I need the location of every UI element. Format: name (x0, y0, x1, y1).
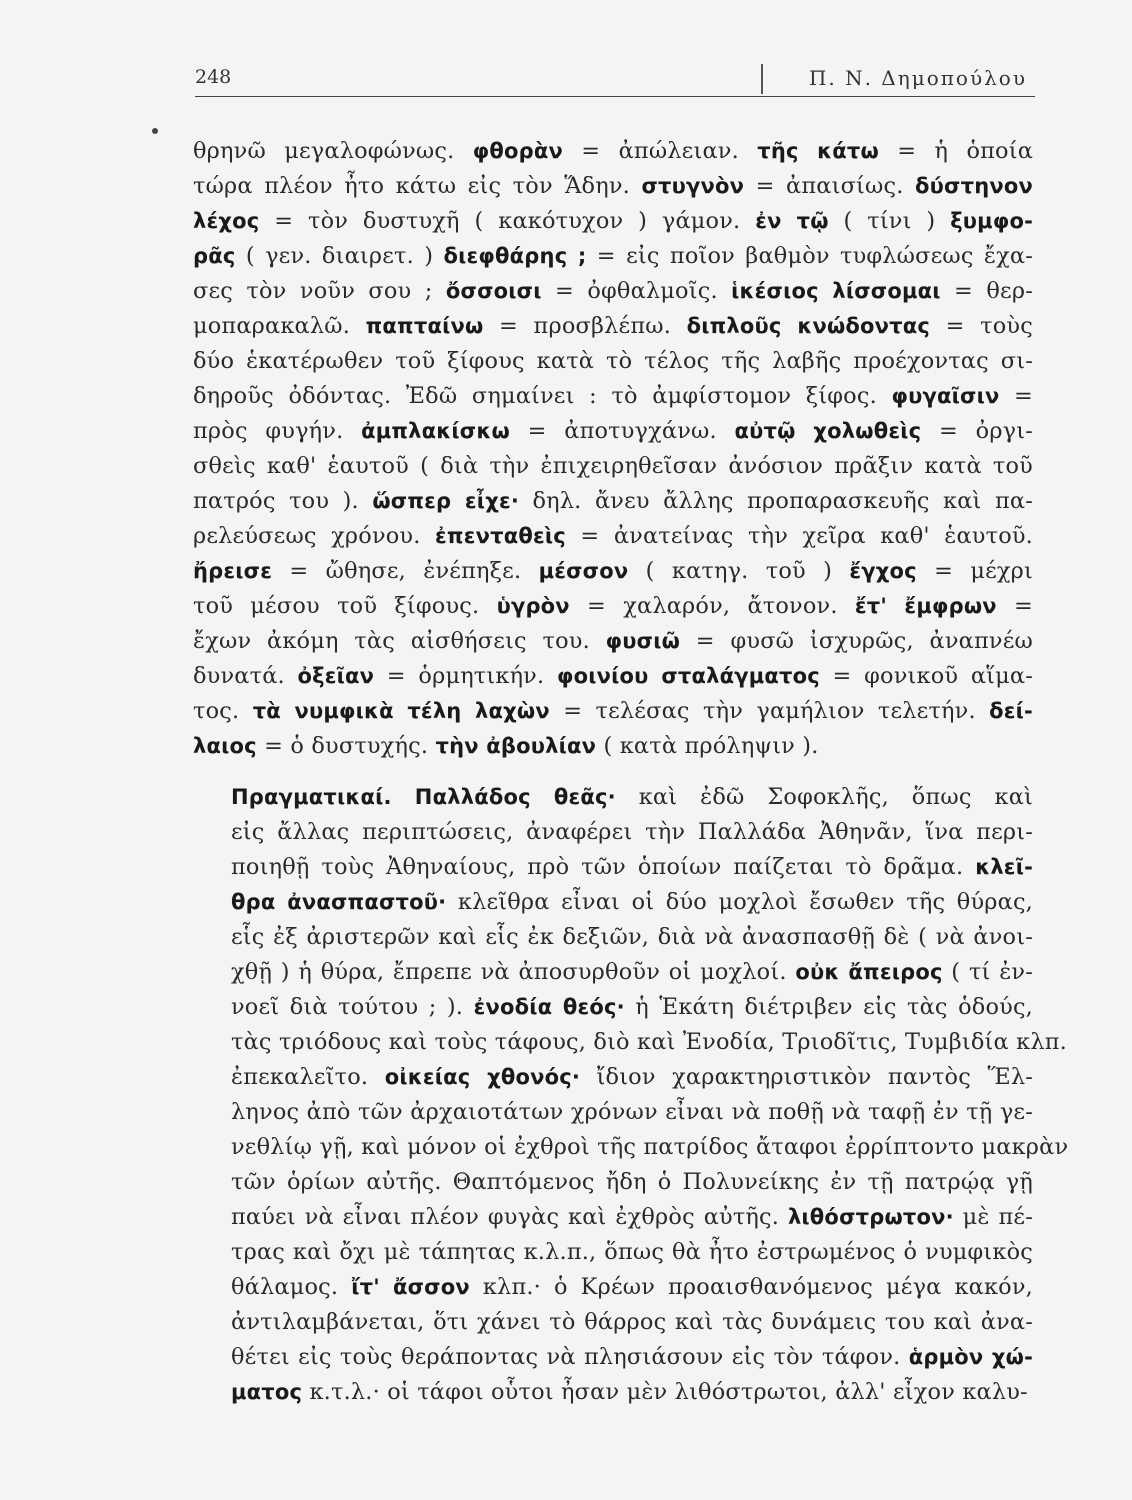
gloss-text: μὲ πέ- (953, 1204, 1033, 1230)
lemma-term: ἁρμὸν χώ- (908, 1345, 1033, 1369)
gloss-text: = (999, 383, 1033, 409)
body-text (193, 134, 1069, 1410)
text-line (193, 1340, 1033, 1375)
gloss-text: θρηνῶ μεγαλοφώνως. (193, 138, 473, 164)
gloss-text: = τὸν δυστυχῆ ( κακότυχον ) γάμον. (259, 208, 756, 234)
gloss-text: = φονικοῦ αἵμα- (819, 663, 1033, 689)
notes-paragraph (193, 780, 1069, 1410)
gloss-text: ἴδιον χαρακτηριστικὸν παντὸς Ἕλ- (580, 1064, 1033, 1090)
gloss-text: = εἰς ποῖον βαθμὸν τυφλώσεως ἔχα- (586, 243, 1034, 269)
lemma-term: λιθόστρωτον· (787, 1205, 954, 1229)
lemma-term: οἰκείας χθονός· (384, 1065, 581, 1089)
gloss-text: καὶ ἐδῶ Σοφοκλῆς, ὅπως καὶ (615, 784, 1033, 810)
lemma-term: οὐκ ἄπειρος (795, 960, 943, 984)
page-number: 248 (195, 66, 232, 88)
running-title: Π. Ν. Δημοπούλου (808, 66, 1027, 90)
text-line (193, 344, 1033, 379)
lemma-term: λαιος (193, 734, 257, 758)
text-line (193, 850, 1033, 885)
text-line (193, 134, 1033, 169)
gloss-text: θάλαμος. (231, 1274, 352, 1300)
text-line (193, 1375, 1033, 1410)
text-line (193, 449, 1033, 484)
lemma-term: κλεῖ- (975, 855, 1033, 879)
text-line (193, 990, 1033, 1025)
lemma-term: ὄσσοισι (445, 279, 542, 303)
gloss-text: = ἀποτυγχάνω. (509, 418, 735, 444)
gloss-text: ἐπεκαλεῖτο. (231, 1064, 385, 1090)
text-line (193, 1165, 1033, 1200)
text-line (193, 1200, 1033, 1235)
text-line (193, 554, 1033, 589)
text-line (193, 274, 1033, 309)
lemma-term: ὥσπερ εἶχε· (372, 489, 520, 513)
lemma-term: ἐν τῷ (755, 209, 829, 233)
gloss-text: ἀντιλαμβάνεται, ὅτι χάνει τὸ θάρρος καὶ τὰς δυνάμεις του καὶ ἀνα- (231, 1309, 1033, 1335)
gloss-text: = ἀπαισίως. (744, 173, 916, 199)
lemma-term: θρα ἀνασπαστοῦ· (231, 890, 447, 914)
gloss-text: = μέχρι (916, 558, 1033, 584)
gloss-text: εἷς ἐξ ἀριστερῶν καὶ εἷς ἐκ δεξιῶν, διὰ νὰ ἀνασπασθῇ δὲ ( νὰ ἀνοι- (231, 924, 1033, 950)
text-line (193, 955, 1033, 990)
header-divider (761, 64, 763, 94)
text-line (193, 1235, 1033, 1270)
lemma-term: παπταίνω (365, 314, 484, 338)
lemma-term: ἔγχος (849, 559, 917, 583)
gloss-text: = ἡ ὁποία (878, 138, 1034, 164)
gloss-text: χθῇ ) ἡ θύρα, ἔπρεπε νὰ ἀποσυρθοῦν οἱ μοχλοί. (231, 959, 796, 985)
lemma-term: δύστηνον (915, 174, 1033, 198)
text-line (193, 379, 1033, 414)
lemma-term: δεί- (989, 699, 1033, 723)
gloss-text: τοῦ μέσου τοῦ ξίφους. (193, 593, 497, 619)
text-line (193, 729, 1033, 764)
gloss-text: = ὤθησε, ἐνέπηξε. (272, 558, 539, 584)
gloss-text: σθεὶς καθ' ἑαυτοῦ ( διὰ τὴν ἐπιχειρηθεῖσαν ἀνόσιον πρᾶξιν κατὰ τοῦ (193, 453, 1033, 479)
text-line (193, 239, 1033, 274)
lemma-term: στυγνὸν (641, 174, 745, 198)
lemma-term: αὐτῷ χολωθεὶς (734, 419, 922, 443)
text-line (193, 1305, 1033, 1340)
gloss-text: = χαλαρόν, ἄτονον. (569, 593, 855, 619)
lemma-term: ἀμπλακίσκω (361, 419, 510, 443)
lemma-term: διεφθάρης ; (443, 244, 587, 268)
gloss-text: τος. (193, 698, 253, 724)
commentary-paragraph (193, 134, 1033, 764)
lemma-term: ἤρεισε (193, 559, 273, 583)
lemma-term: ὑγρὸν (496, 594, 570, 618)
text-line (193, 519, 1033, 554)
gloss-text: πρὸς φυγήν. (193, 418, 362, 444)
gloss-text: ( κατὰ πρόληψιν ). (596, 733, 819, 759)
gloss-text: = ὁρμητικήν. (374, 663, 557, 689)
gloss-text: κ.τ.λ.· οἱ τάφοι οὗτοι ἦσαν μὲν λιθόστρωτοι, ἀλλ' εἶχον καλυ- (302, 1379, 1028, 1405)
gloss-text: = θερ- (940, 278, 1033, 304)
gloss-text: κλπ.· ὁ Κρέων προαισθανόμενος μέγα κακόν, (469, 1274, 1033, 1300)
gloss-text: ( τί ἐν- (942, 959, 1034, 985)
gloss-text: ρελεύσεως χρόνου. (193, 523, 436, 549)
gloss-text: τὰς τριόδους καὶ τοὺς τάφους, διὸ καὶ Ἐνοδία, Τριοδῖτις, Τυμβιδία κλπ. (231, 1029, 1067, 1055)
gloss-text: πατρός του ). (193, 488, 373, 514)
gloss-text: ληνος ἀπὸ τῶν ἀρχαιοτάτων χρόνων εἶναι νὰ ποθῇ νὰ ταφῇ ἐν τῇ γε- (231, 1099, 1033, 1125)
gloss-text: δηροῦς ὀδόντας. Ἐδῶ σημαίνει : τὸ ἀμφίστομον ξίφος. (193, 383, 892, 409)
text-line (193, 815, 1033, 850)
lemma-term: φθορὰν (472, 139, 563, 163)
gloss-text: σες τὸν νοῦν σου ; (193, 278, 446, 304)
gloss-text: δηλ. ἄνευ ἄλλης προπαρασκευῆς καὶ πα- (519, 488, 1033, 514)
margin-dot-icon (152, 128, 158, 134)
text-line (193, 169, 1033, 204)
lemma-term: ἐπενταθεὶς (435, 524, 566, 548)
text-line (193, 1095, 1033, 1130)
gloss-text: παύει νὰ εἶναι πλέον φυγὰς καὶ ἐχθρὸς αὐτῆς. (231, 1204, 788, 1230)
text-line (193, 624, 1033, 659)
gloss-text: ποιηθῇ τοὺς Ἀθηναίους, πρὸ τῶν ὁποίων παίζεται τὸ δρᾶμα. (231, 854, 976, 880)
text-line (193, 414, 1033, 449)
lemma-term: μέσσον (538, 559, 629, 583)
lemma-term: λέχος (193, 209, 260, 233)
gloss-text: = ὀφθαλμοῖς. (541, 278, 732, 304)
gloss-text: δύο ἑκατέρωθεν τοῦ ξίφους κατὰ τὸ τέλος τῆς λαβῆς προέχοντας σι- (193, 348, 1033, 374)
gloss-text: = τελέσας τὴν γαμήλιον τελετήν. (549, 698, 990, 724)
text-line (193, 1270, 1033, 1305)
text-line (193, 780, 1033, 815)
gloss-text: ( κατηγ. τοῦ ) (628, 558, 850, 584)
lemma-term: ἱκέσιος λίσσομαι (731, 279, 941, 303)
gloss-text: εἰς ἄλλας περιπτώσεις, ἀναφέρει τὴν Παλλάδα Ἀθηνᾶν, ἵνα περι- (231, 819, 1033, 845)
gloss-text: = ἀνατείνας τὴν χεῖρα καθ' ἑαυτοῦ. (565, 523, 1033, 549)
text-line (193, 309, 1033, 344)
lemma-term: τὰ νυμφικὰ τέλη λαχὼν (252, 699, 550, 723)
gloss-text: = ὁ δυστυχής. (256, 733, 436, 759)
text-line (193, 885, 1033, 920)
lemma-term: τῆς κάτω (757, 139, 879, 163)
text-line (193, 1025, 1067, 1060)
gloss-text: = ὀργι- (921, 418, 1034, 444)
text-line (193, 1060, 1033, 1095)
gloss-text: δυνατά. (193, 663, 298, 689)
lemma-term: ξυμφο- (950, 209, 1033, 233)
text-line (193, 920, 1033, 955)
lemma-term: φοινίου σταλάγματος (556, 664, 820, 688)
text-line (193, 659, 1033, 694)
gloss-text: τῶν ὁρίων αὐτῆς. Θαπτόμενος ἤδη ὁ Πολυνείκης ἐν τῇ πατρῴᾳ γῇ (231, 1169, 1033, 1195)
gloss-text: = τοὺς (930, 313, 1033, 339)
text-line (193, 484, 1033, 519)
lemma-term: ἴτ' ἄσσον (351, 1275, 470, 1299)
gloss-text: = (996, 593, 1033, 619)
lemma-term: ματος (231, 1380, 303, 1404)
gloss-text: ἔχων ἀκόμη τὰς αἰσθήσεις του. (193, 628, 606, 654)
gloss-text: νεθλίῳ γῇ, καὶ μόνον οἱ ἐχθροὶ τῆς πατρίδος ἄταφοι ἐρρίπτοντο μακρὰν (231, 1134, 1069, 1160)
gloss-text: ( τίνι ) (828, 208, 951, 234)
text-line (193, 589, 1033, 624)
lemma-term: τὴν ἀβουλίαν (435, 734, 597, 758)
gloss-text: = φυσῶ ἰσχυρῶς, ἀναπνέω (680, 628, 1033, 654)
text-line (193, 204, 1033, 239)
gloss-text: θέτει εἰς τοὺς θεράποντας νὰ πλησιάσουν εἰς τὸν τάφον. (231, 1344, 909, 1370)
lemma-term: ἔτ' ἔμφρων (854, 594, 997, 618)
lemma-term: φυσιῶ (605, 629, 681, 653)
lemma-term: ρᾶς (193, 244, 236, 268)
page-header (195, 62, 1035, 97)
lemma-term: φυγαῖσιν (891, 384, 1000, 408)
gloss-text: τώρα πλέον ἦτο κάτω εἰς τὸν Ἅδην. (193, 173, 642, 199)
text-line (193, 1130, 1069, 1165)
gloss-text: μοπαρακαλῶ. (193, 313, 366, 339)
lemma-term: Πραγματικαί. Παλλάδος θεᾶς· (231, 785, 616, 809)
lemma-term: διπλοῦς κνώδοντας (686, 314, 931, 338)
gloss-text: ἡ Ἑκάτη διέτριβεν εἰς τὰς ὁδούς, (624, 994, 1034, 1020)
lemma-term: ἐνοδία θεός· (473, 995, 625, 1019)
gloss-text: = προσβλέπω. (483, 313, 687, 339)
text-line (193, 694, 1033, 729)
gloss-text: νοεῖ διὰ τούτου ; ). (231, 994, 474, 1020)
gloss-text: κλεῖθρα εἶναι οἱ δύο μοχλοὶ ἔσωθεν τῆς θύρας, (446, 889, 1033, 915)
gloss-text: ( γεν. διαιρετ. ) (235, 243, 444, 269)
gloss-text: = ἀπώλειαν. (563, 138, 758, 164)
gloss-text: τρας καὶ ὄχι μὲ τάπητας κ.λ.π., ὅπως θὰ ἦτο ἐστρωμένος ὁ νυμφικὸς (231, 1239, 1033, 1265)
lemma-term: ὀξεῖαν (297, 664, 375, 688)
